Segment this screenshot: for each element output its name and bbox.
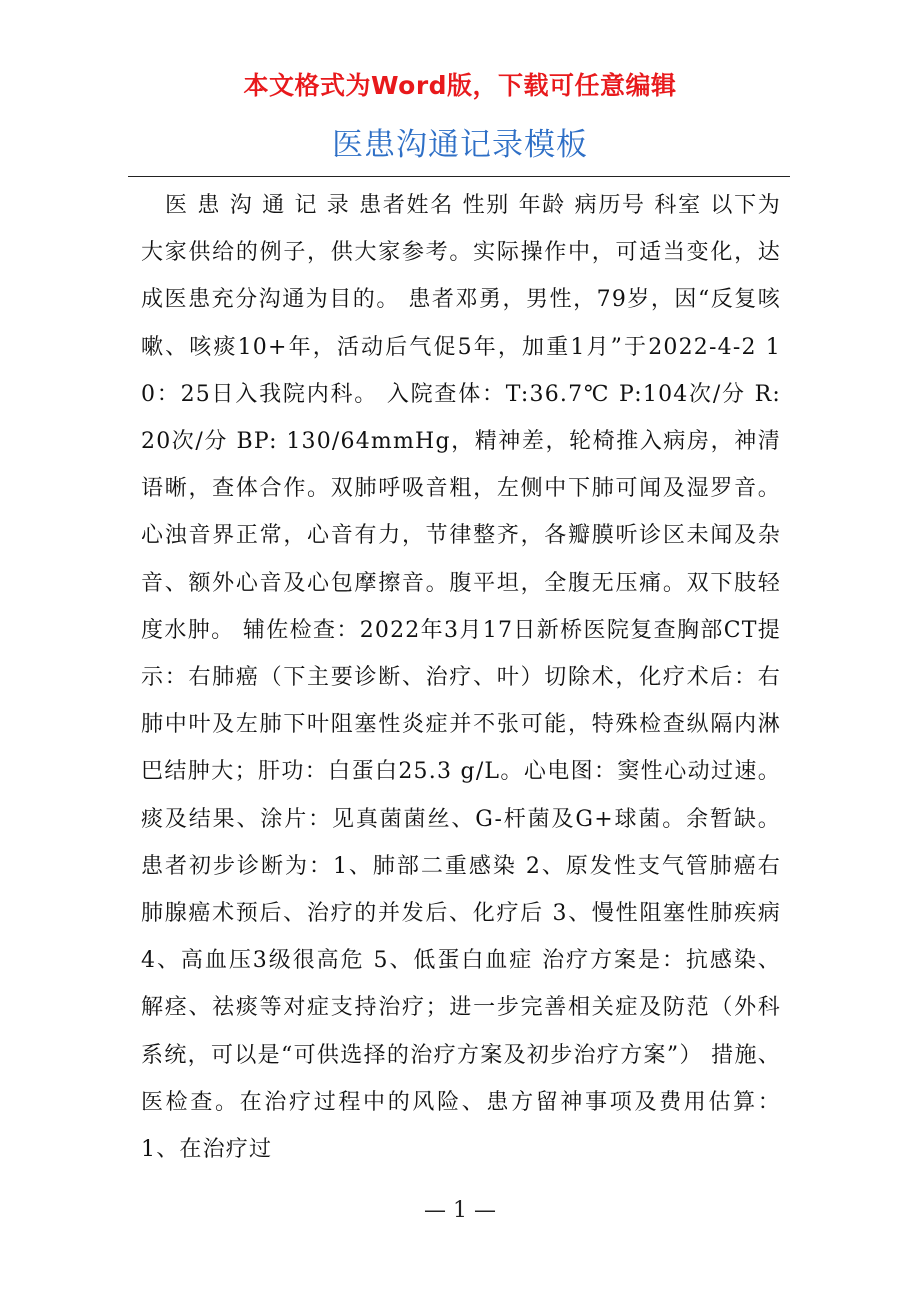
document-title: 医患沟通记录模板 <box>332 127 588 163</box>
title-divider <box>128 176 790 177</box>
page-number: — 1 — <box>424 1198 496 1223</box>
download-banner: 本文格式为Word版，下载可任意编辑 <box>243 71 677 100</box>
document-body: 医 患 沟 通 记 录 患者姓名 性别 年龄 病历号 科室 以下为大家供给的例子，供大家参考。实际操作中，可适当变化，达成医患充分沟通为目的。 患者邓勇，男性，79岁，因“反复咳嗽、咳痰10+年，活动后气促5年，加重1月”于2022-4-2 10：25日入我院内科。 入院查体：T:36.7℃ P:104次/分 R:20次/分 BP: 130/64mmHg，精神差，轮椅推入病房，神清语晰，查体合作。双肺呼吸音粗，左侧中下肺可闻及湿罗音。心浊音界正常，心音有力，节律整齐，各瓣膜听诊区未闻及杂音、额外心音及心包摩擦音。腹平坦，全腹无压痛。双下肢轻度水肿。 辅佐检查：2022年3月17日新桥医院复查胸部CT提示：右肺癌（下主要诊断、治疗、叶）切除术，化疗术后：右肺中叶及左肺下叶阻塞性炎症并不张可能，特殊检查纵隔内淋巴结肿大；肝功：白蛋白25.3 g/L。心电图：窦性心动过速。痰及结果、涂片：见真菌菌丝、G-杆菌及G+球菌。余暂缺。 患者初步诊断为：1、肺部二重感染 2、原发性支气管肺癌右肺腺癌术预后、治疗的并发后、化疗后 3、慢性阻塞性肺疾病 4、高血压3级很高危 5、低蛋白血症 治疗方案是：抗感染、解痉、祛痰等对症支持治疗；进一步完善相关症及防范（外科系统，可以是“可供选择的治疗方案及初步治疗方案”） 措施、医检查。在治疗过程中的风险、患方留神事项及费用估算：1、在治疗过 <box>141 193 781 1163</box>
